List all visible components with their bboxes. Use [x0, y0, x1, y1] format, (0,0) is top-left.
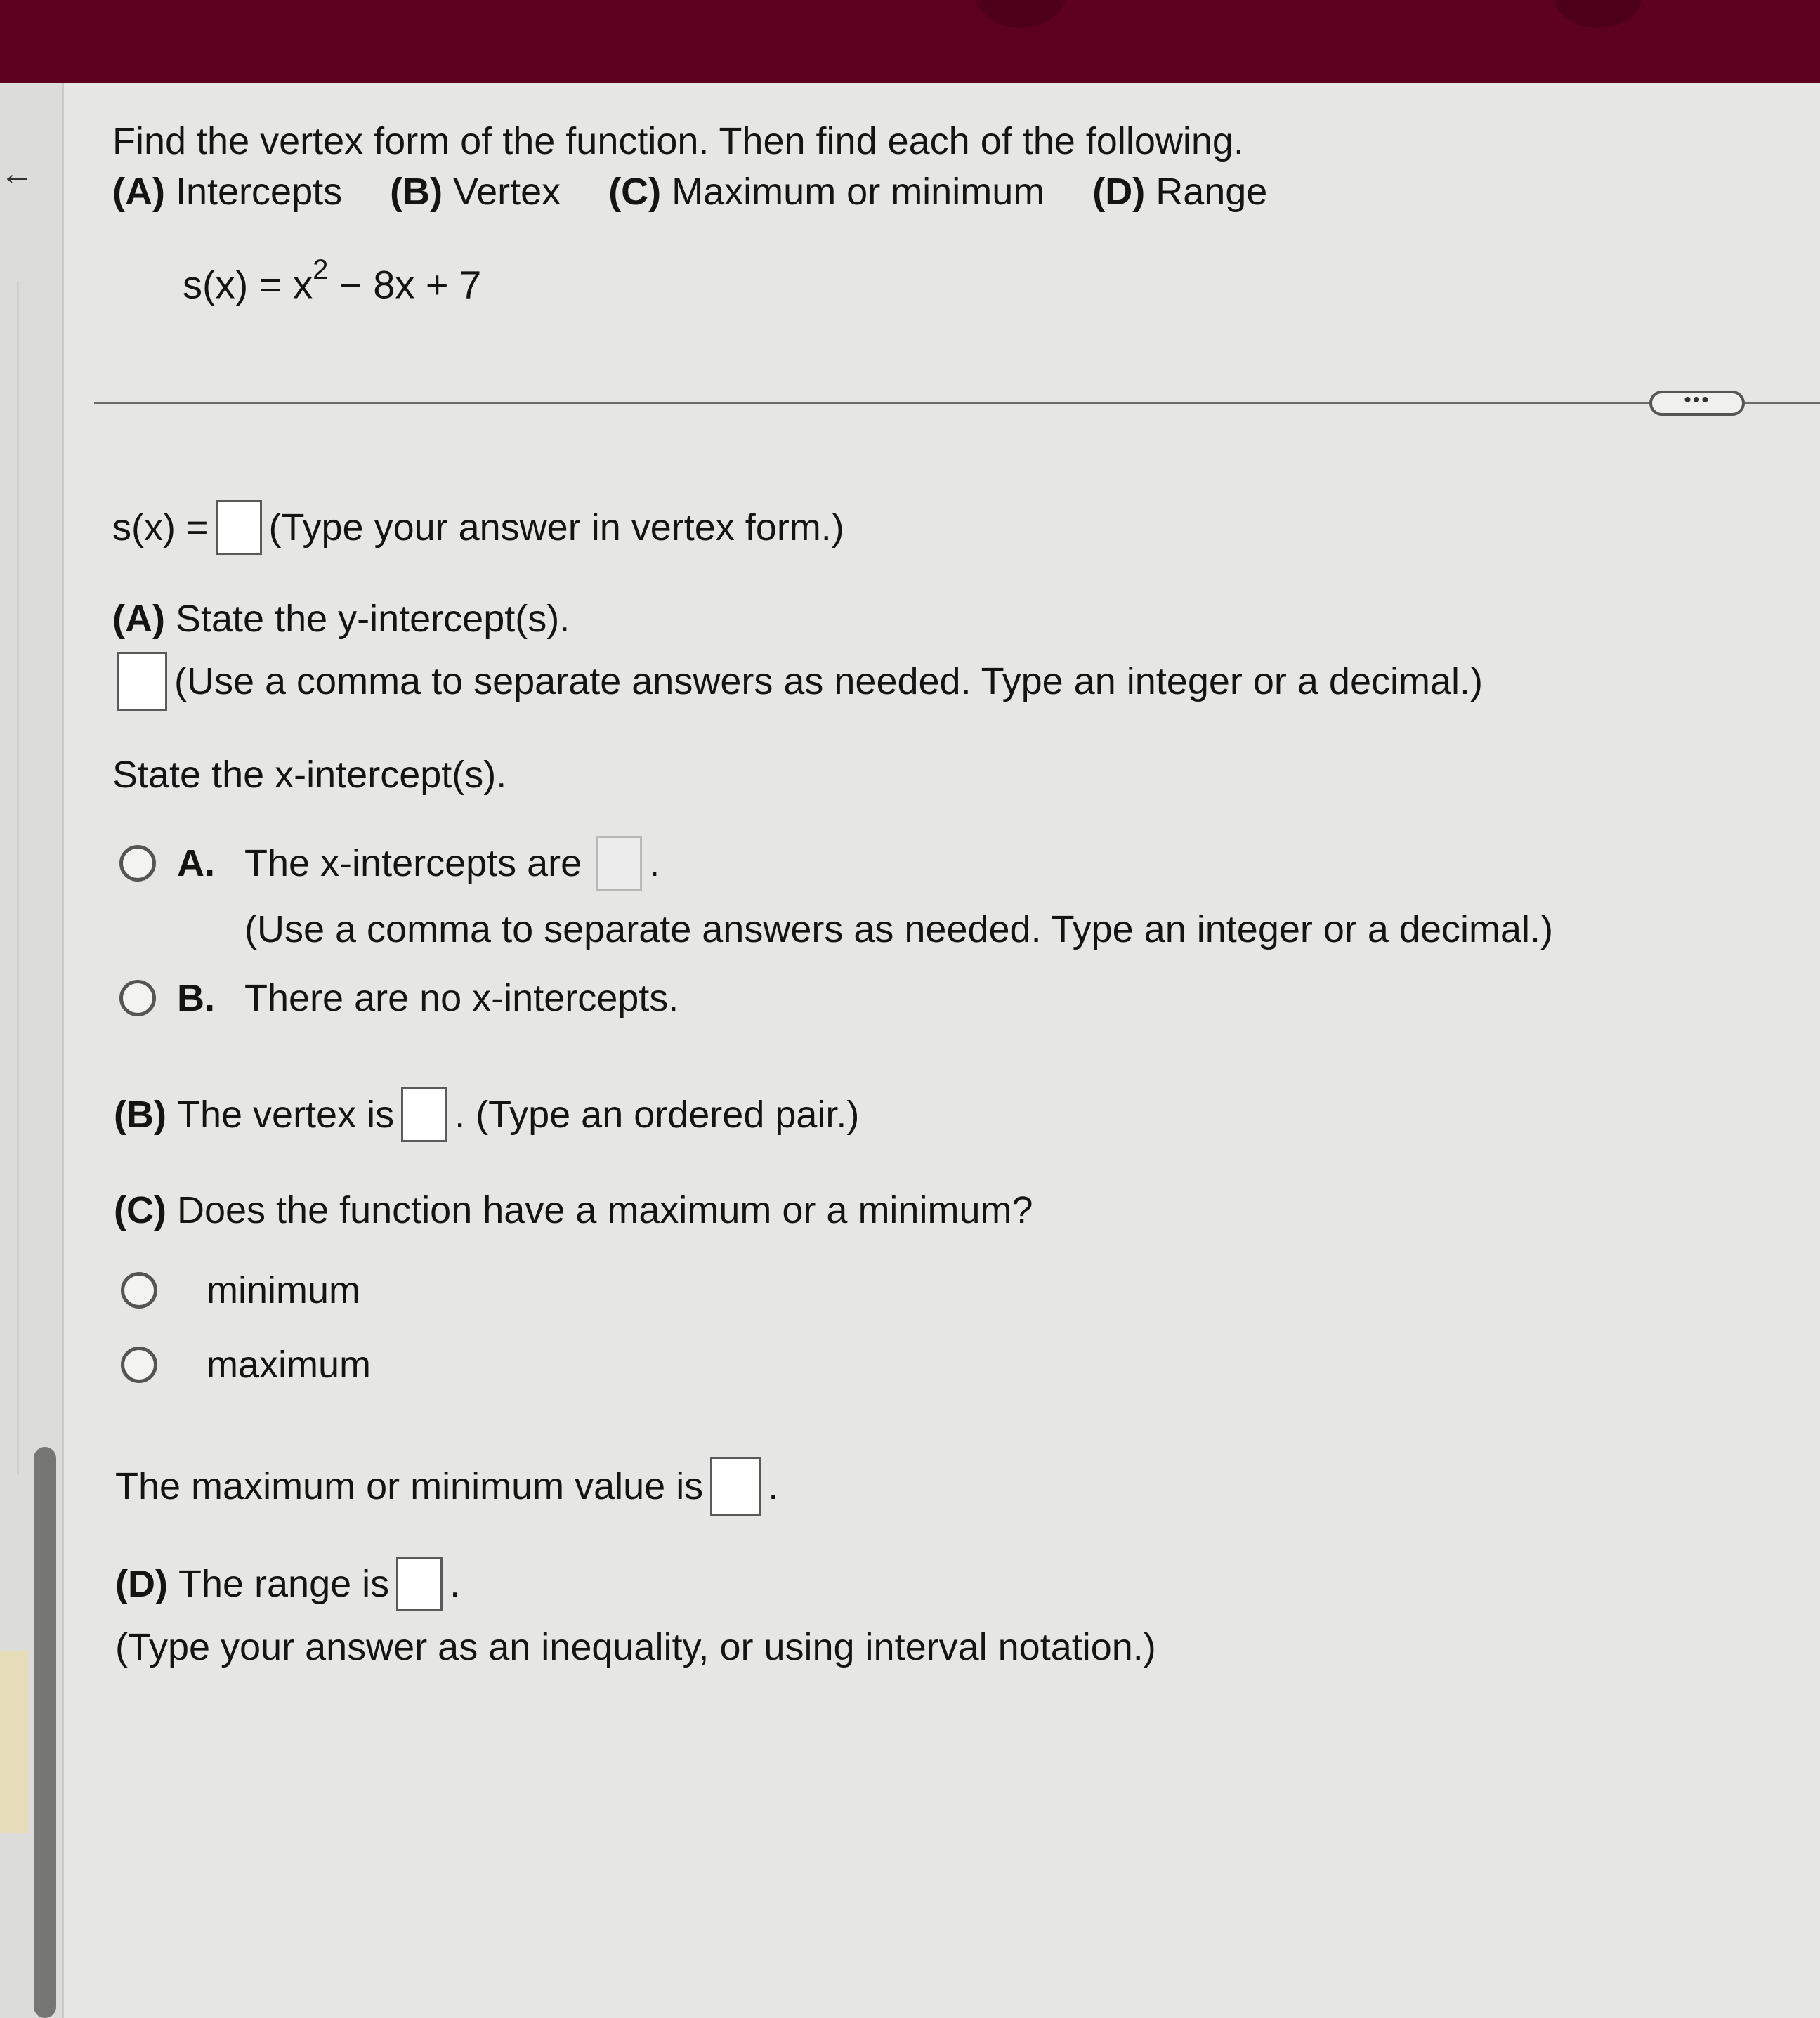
x-intercept-option-b[interactable]: B. There are no x-intercepts. [119, 976, 679, 1020]
part-label: (D) Range [1092, 171, 1268, 213]
vertex-form-row [112, 500, 844, 555]
part-label: (A) Intercepts [112, 171, 343, 213]
y-intercept-prompt: (A) State the y-intercept(s). [112, 598, 570, 640]
option-a-radio[interactable] [119, 845, 156, 882]
option-b-radio[interactable] [119, 980, 156, 1016]
part-label: (B) Vertex [390, 171, 561, 213]
scrollbar[interactable] [34, 1447, 56, 2018]
range-input[interactable] [396, 1557, 443, 1611]
max-min-value-input[interactable] [710, 1457, 761, 1516]
maximum-radio[interactable] [121, 1347, 157, 1383]
section-divider [94, 402, 1820, 404]
left-panel-divider [62, 83, 64, 2018]
y-intercept-input[interactable] [117, 652, 167, 711]
max-min-question: (C) Does the function have a maximum or a minimum? [114, 1189, 1033, 1231]
minimum-radio[interactable] [121, 1272, 157, 1309]
left-panel-line [17, 281, 19, 1475]
topbar-decoration [975, 0, 1066, 28]
minimum-option[interactable]: minimum [121, 1269, 360, 1312]
x-intercept-option-a-hint: (Use a comma to separate answers as needed. Type an integer or a decimal.) [244, 908, 1553, 950]
question-heading: Find the vertex form of the function. Then find each of the following. [112, 120, 1244, 162]
question-parts [112, 166, 1728, 217]
function-expression: $s(x) = x^2 - 8x + 7$ [183, 254, 482, 307]
vertex-form-hint: (Type your answer in vertex form.) [268, 506, 844, 549]
range-hint: (Type your answer as an inequality, or using interval notation.) [115, 1626, 1156, 1668]
more-button[interactable]: ••• [1649, 391, 1745, 416]
max-min-value-row: The maximum or minimum value is . [115, 1457, 778, 1516]
x-intercepts-input[interactable] [596, 836, 642, 891]
vertex-form-input[interactable] [216, 500, 262, 555]
vertex-input[interactable] [401, 1087, 447, 1142]
vertex-form-lhs: s(x) = [112, 506, 209, 549]
question-header [112, 116, 1728, 217]
topbar-decoration [1552, 0, 1644, 28]
range-row: (D) The range is . [115, 1557, 460, 1611]
y-intercept-hint: (Use a comma to separate answers as needed. Type an integer or a decimal.) [174, 660, 1483, 702]
maximum-option[interactable]: maximum [121, 1343, 371, 1387]
x-intercept-option-a[interactable]: A. The x-intercepts are . [119, 836, 660, 891]
back-arrow-icon[interactable]: ← [0, 155, 34, 192]
top-bar [0, 0, 1820, 83]
side-highlight [0, 1651, 28, 1833]
x-intercept-prompt: State the x-intercept(s). [112, 754, 507, 796]
part-label: (C) Maximum or minimum [608, 171, 1045, 213]
y-intercept-row [112, 652, 1483, 711]
vertex-row: (B) The vertex is . (Type an ordered pair.) [114, 1087, 859, 1142]
